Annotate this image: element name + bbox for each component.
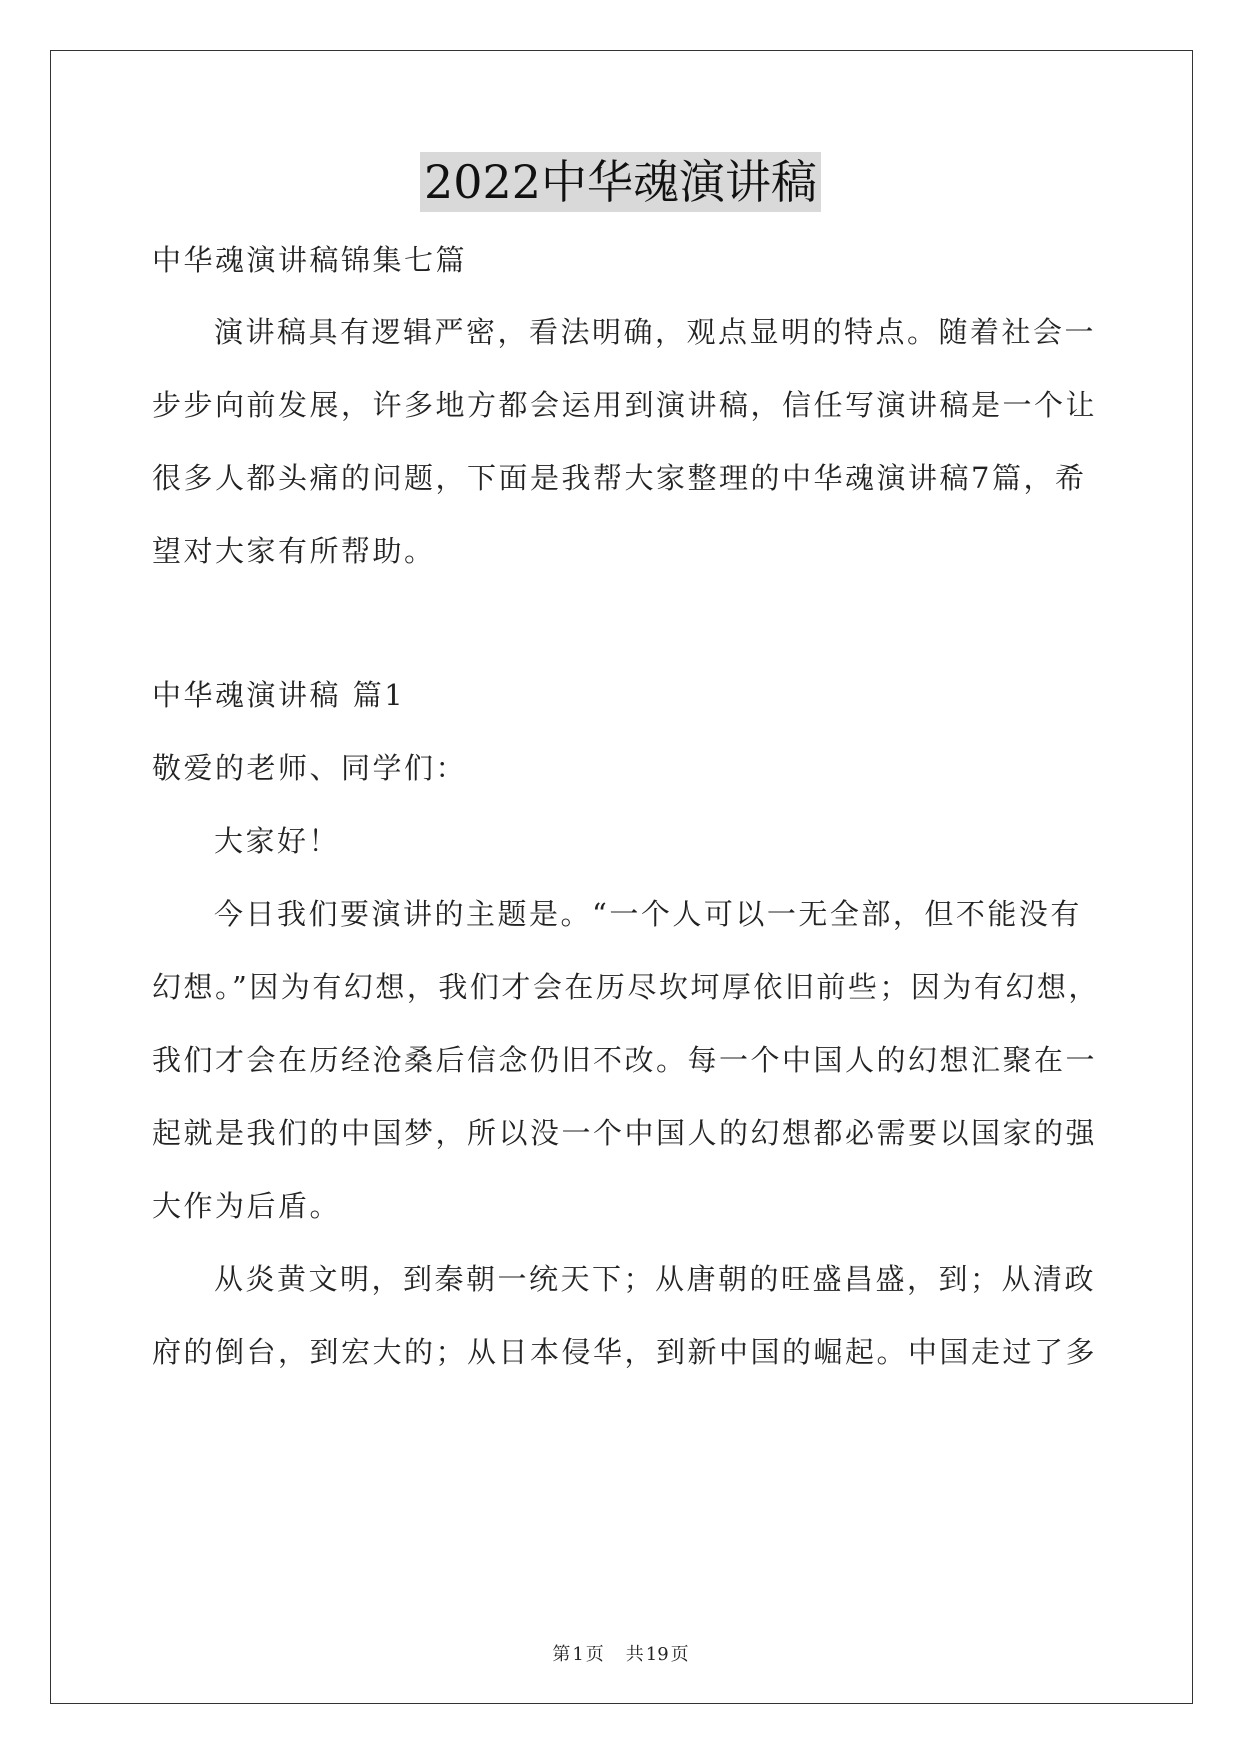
title-wrap xyxy=(0,152,1241,212)
paragraph-line: 府的倒台，到宏大的；从日本侵华，到新中国的崛起。中国走过了多 xyxy=(152,1335,1098,1369)
paragraph-line: 起就是我们的中国梦，所以没一个中国人的幻想都必需要以国家的强 xyxy=(152,1116,1098,1150)
paragraph-line: 今日我们要演讲的主题是。“一个人可以一无全部，但不能没有 xyxy=(214,897,1082,931)
paragraph-line: 幻想。”因为有幻想，我们才会在历尽坎坷厚依旧前些；因为有幻想， xyxy=(152,970,1100,1004)
page-footer xyxy=(0,1640,1241,1666)
paragraph-line: 大作为后盾。 xyxy=(152,1189,342,1223)
subtitle-line: 中华魂演讲稿锦集七篇 xyxy=(152,243,468,277)
greeting-line: 大家好！ xyxy=(214,824,341,858)
total-suffix: 页 xyxy=(670,1644,689,1665)
paragraph-line: 步步向前发展，许多地方都会运用到演讲稿，信任写演讲稿是一个让 xyxy=(152,388,1098,422)
paragraph-line: 演讲稿具有逻辑严密，看法明确，观点显明的特点。随着社会一 xyxy=(214,315,1097,349)
total-prefix: 共 xyxy=(625,1644,644,1665)
document-title: 2022中华魂演讲稿 xyxy=(420,152,821,212)
page-prefix: 第 xyxy=(552,1644,571,1665)
page-border xyxy=(50,50,1193,1704)
paragraph-line: 我们才会在历经沧桑后信念仍旧不改。每一个中国人的幻想汇聚在一 xyxy=(152,1043,1098,1077)
paragraph-line: 望对大家有所帮助。 xyxy=(152,534,436,568)
section-heading: 中华魂演讲稿 篇1 xyxy=(152,678,406,712)
paragraph-line: 很多人都头痛的问题，下面是我帮大家整理的中华魂演讲稿7篇，希 xyxy=(152,461,1087,495)
paragraph-line: 从炎黄文明，到秦朝一统天下；从唐朝的旺盛昌盛，到；从清政 xyxy=(214,1262,1097,1296)
page-suffix: 页 xyxy=(585,1644,604,1665)
total-pages: 19 xyxy=(645,1644,669,1665)
page-number: 1 xyxy=(572,1644,584,1665)
salutation-line: 敬爱的老师、同学们： xyxy=(152,751,468,785)
